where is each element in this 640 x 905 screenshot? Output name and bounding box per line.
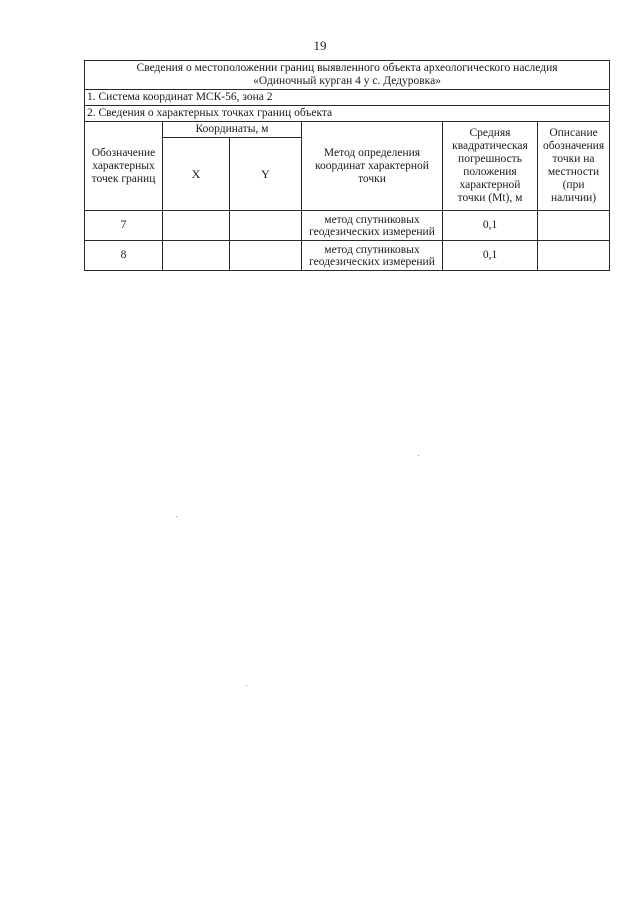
header-coordinates: Координаты, м [163, 122, 302, 138]
table-title-line-1: Сведения о местоположении границ выявленного объекта археологического наследия [136, 62, 558, 74]
coord-x [163, 241, 230, 271]
table-title-line-2: «Одиночный курган 4 у с. Дедуровка» [253, 75, 441, 87]
coord-y [230, 211, 302, 241]
header-row-1 [85, 122, 610, 138]
boundary-points-table [84, 60, 610, 271]
method-cell: метод спутниковых геодезических измерений [302, 241, 443, 271]
header-description: Описание обозначения точки на местности (при наличии) [538, 122, 610, 211]
header-y: Y [230, 138, 302, 211]
coord-y [230, 241, 302, 271]
header-error: Средняя квадратическая погрешность положения характерной точки (Mt), м [443, 122, 538, 211]
method-cell: метод спутниковых геодезических измерений [302, 211, 443, 241]
table-title-row [85, 61, 610, 90]
characteristic-points-label: 2. Сведения о характерных точках границ объекта [85, 106, 610, 122]
section-1-row [85, 90, 610, 106]
table-title [85, 61, 610, 90]
table-row [85, 211, 610, 241]
table-row [85, 241, 610, 271]
coordinate-system-label: 1. Система координат МСК-56, зона 2 [85, 90, 610, 106]
header-method: Метод определения координат характерной точки [302, 122, 443, 211]
section-2-row [85, 106, 610, 122]
point-id: 8 [85, 241, 163, 271]
scan-speck [176, 516, 177, 517]
coord-x [163, 211, 230, 241]
error-cell: 0,1 [443, 241, 538, 271]
point-id: 7 [85, 211, 163, 241]
description-cell [538, 241, 610, 271]
error-cell: 0,1 [443, 211, 538, 241]
scan-speck [246, 685, 247, 686]
scan-speck [418, 455, 419, 456]
page-number: 19 [313, 38, 327, 53]
description-cell [538, 211, 610, 241]
header-x: X [163, 138, 230, 211]
header-designation: Обозначение характерных точек границ [85, 122, 163, 211]
